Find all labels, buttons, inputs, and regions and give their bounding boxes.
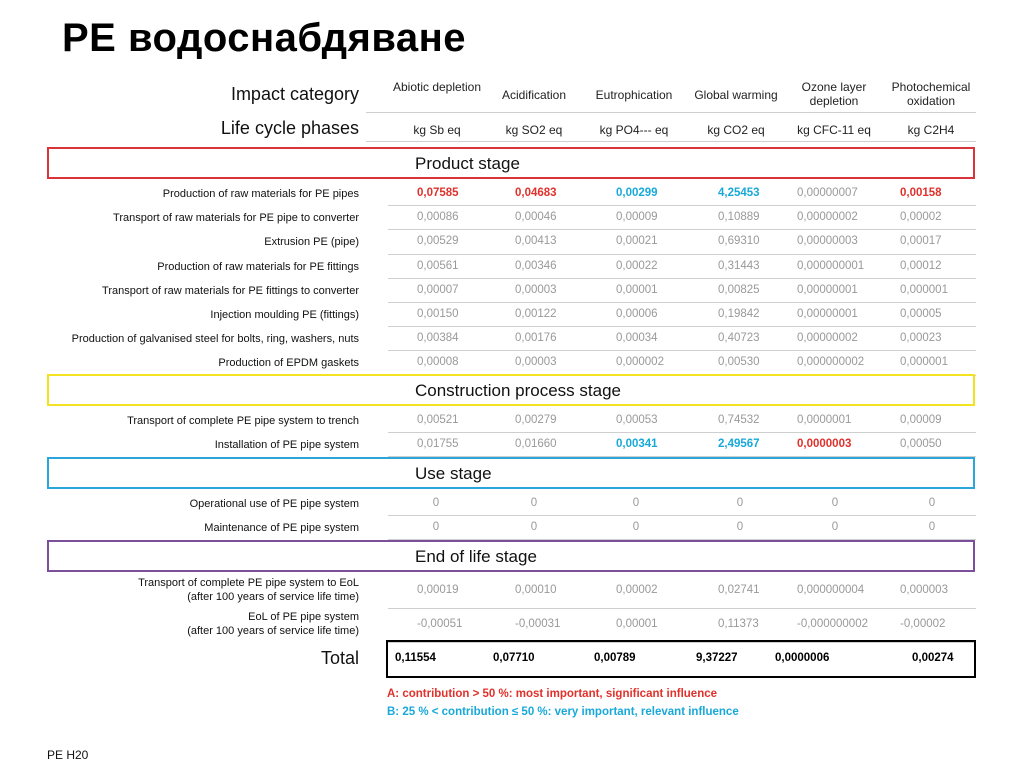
header-divider xyxy=(366,112,976,113)
table-cell: -0,00031 xyxy=(515,618,561,630)
table-cell: 0,00010 xyxy=(515,584,557,596)
table-cell: 0,000000004 xyxy=(797,584,865,596)
stage-header-box xyxy=(47,147,975,179)
table-cell: 0 xyxy=(530,497,538,509)
table-cell: 0,00001 xyxy=(616,618,658,630)
table-cell: 0,00046 xyxy=(515,211,557,224)
table-cell: 0,00000001 xyxy=(797,308,858,320)
table-cell: 0,00413 xyxy=(515,235,557,248)
row-label-line1: Transport of raw materials for PE fittings to converter xyxy=(102,284,359,297)
footer-label: PE H20 xyxy=(47,748,89,762)
table-cell: 0,00000002 xyxy=(797,332,858,345)
table-cell: 0,00279 xyxy=(515,414,557,426)
column-header: Ozone layer depletion xyxy=(801,80,867,108)
stage-label: End of life stage xyxy=(415,547,537,566)
column-unit: kg C2H4 xyxy=(907,123,955,137)
row-divider xyxy=(388,278,976,279)
table-cell: 0,04683 xyxy=(515,187,557,199)
table-cell: 0,00017 xyxy=(900,235,942,248)
impact-category-label: Impact category xyxy=(230,84,359,104)
table-cell: -0,00002 xyxy=(900,618,946,630)
row-label xyxy=(113,211,359,225)
row-label-line1: Extrusion PE (pipe) xyxy=(264,236,359,249)
total-cell: 0,0000006 xyxy=(775,652,830,664)
column-header: Abiotic depletion xyxy=(392,80,482,94)
table-cell: 0,00005 xyxy=(900,308,942,320)
table-cell: 0,00001 xyxy=(616,283,658,296)
table-cell: 0,00002 xyxy=(900,211,942,224)
row-label-line1: Production of raw materials for PE fittings xyxy=(157,260,359,273)
table-cell: 0,000000002 xyxy=(797,356,865,369)
table-cell: 0,40723 xyxy=(718,332,760,345)
column-unit: kg CO2 eq xyxy=(707,123,765,137)
table-cell: 0,00003 xyxy=(515,283,557,296)
total-cell: 9,37227 xyxy=(696,652,738,664)
table-cell: 0,000002 xyxy=(616,356,664,369)
table-cell: 0,31443 xyxy=(718,259,760,272)
table-cell: 2,49567 xyxy=(718,438,760,451)
row-label-line2: (after 100 years of service life time) xyxy=(187,591,359,603)
table-cell: 0,000001 xyxy=(900,356,948,369)
row-label xyxy=(264,235,359,249)
row-label xyxy=(72,332,359,346)
row-divider xyxy=(388,205,976,206)
table-cell: 0 xyxy=(632,497,640,509)
row-label xyxy=(218,356,359,370)
total-cell: 0,00789 xyxy=(594,652,636,664)
table-cell: 0,00122 xyxy=(515,308,557,320)
stage-header-box xyxy=(47,457,975,489)
table-cell: 0,00008 xyxy=(417,356,459,369)
table-cell: -0,000000002 xyxy=(797,618,868,630)
row-label-line1: Operational use of PE pipe system xyxy=(189,498,359,510)
table-cell: 0 xyxy=(736,497,744,509)
table-cell: 0,01660 xyxy=(515,438,557,451)
table-cell: 0,19842 xyxy=(718,308,760,320)
table-cell: 0 xyxy=(632,521,640,534)
row-label xyxy=(210,308,359,322)
table-cell: -0,00051 xyxy=(417,618,463,630)
row-label xyxy=(127,414,359,428)
table-cell: 0,00003 xyxy=(515,356,557,369)
table-cell: 0,00000001 xyxy=(797,283,858,296)
row-label-line1: Injection moulding PE (fittings) xyxy=(210,309,359,321)
table-cell: 0,10889 xyxy=(718,211,760,224)
row-label-line1: Production of EPDM gaskets xyxy=(218,357,359,370)
table-cell: 0,11373 xyxy=(718,618,759,630)
table-cell: 0,00384 xyxy=(417,332,459,345)
table-cell: 0,00009 xyxy=(616,211,658,224)
table-cell: 0,00341 xyxy=(616,438,658,451)
slide-title: PE водоснабдяване xyxy=(62,16,467,60)
row-label xyxy=(163,187,359,201)
total-cell: 0,07710 xyxy=(493,652,535,664)
table-cell: 0,07585 xyxy=(417,187,459,199)
column-unit: kg PO4--- eq xyxy=(599,123,669,137)
stage-label: Use stage xyxy=(415,464,492,483)
row-divider xyxy=(388,229,976,230)
table-cell: 0,00521 xyxy=(417,414,459,426)
table-cell: 0 xyxy=(432,497,440,509)
table-cell: 0,00529 xyxy=(417,235,459,248)
table-cell: 0,00299 xyxy=(616,187,658,199)
table-cell: 0,00158 xyxy=(900,187,942,199)
table-cell: 0,00825 xyxy=(718,283,760,296)
row-divider xyxy=(388,302,976,303)
table-cell: 0,00176 xyxy=(515,332,557,345)
table-cell: 0,01755 xyxy=(417,438,459,451)
table-cell: 0 xyxy=(432,521,440,534)
table-cell: 0 xyxy=(928,497,936,509)
table-cell: 0,00007 xyxy=(417,283,459,296)
table-cell: 0,00561 xyxy=(417,259,459,272)
table-cell: 0,00022 xyxy=(616,259,658,272)
row-label xyxy=(157,260,359,274)
table-cell: 0,00012 xyxy=(900,259,942,272)
column-unit: kg Sb eq xyxy=(413,123,461,137)
row-label-line1: Maintenance of PE pipe system xyxy=(204,522,359,535)
row-label-line1: Transport of complete PE pipe system to EoL xyxy=(138,577,359,589)
table-cell: 0,00053 xyxy=(616,414,658,426)
row-label xyxy=(190,497,359,511)
table-cell: 0,00019 xyxy=(417,584,459,596)
row-label-line1: Production of galvanised steel for bolts, ring, washers, nuts xyxy=(71,333,359,346)
table-cell: 0,00150 xyxy=(417,308,459,320)
header-divider xyxy=(366,141,976,142)
stage-header-box xyxy=(47,540,975,572)
row-divider xyxy=(388,350,976,351)
total-cell: 0,00274 xyxy=(912,652,954,664)
table-cell: 0,69310 xyxy=(718,235,760,248)
table-cell: 0,00346 xyxy=(515,259,557,272)
stage-label: Construction process stage xyxy=(415,381,621,400)
table-cell: 0,00034 xyxy=(616,332,658,345)
table-cell: 0 xyxy=(928,521,936,534)
table-cell: 0,00023 xyxy=(900,332,942,345)
row-divider xyxy=(388,326,976,327)
column-header: Acidification xyxy=(501,88,567,102)
legend-a: A: contribution > 50 %: most important, significant influence xyxy=(387,688,718,700)
table-cell: 0,000000001 xyxy=(797,259,865,272)
table-cell: 4,25453 xyxy=(718,187,760,199)
table-cell: 0,00000002 xyxy=(797,211,858,224)
table-cell: 0,000003 xyxy=(900,584,948,596)
row-label-line1: Installation of PE pipe system xyxy=(214,439,359,452)
table-cell: 0 xyxy=(831,497,839,509)
table-cell: 0,00530 xyxy=(718,356,760,369)
column-unit: kg CFC-11 eq xyxy=(797,123,871,137)
table-cell: 0,00050 xyxy=(900,438,942,451)
table-cell: 0,00021 xyxy=(616,235,658,248)
total-cell: 0,11554 xyxy=(395,652,436,664)
table-cell: 0,000001 xyxy=(900,283,948,296)
column-header: Global warming xyxy=(694,88,778,102)
row-label xyxy=(138,576,359,604)
table-cell: 0,74532 xyxy=(718,414,760,426)
table-cell: 0,02741 xyxy=(718,584,760,596)
column-header: Eutrophication xyxy=(595,88,673,102)
table-cell: 0,0000001 xyxy=(797,414,852,426)
table-cell: 0,00002 xyxy=(616,584,658,596)
row-label-line2: (after 100 years of service life time) xyxy=(187,625,359,637)
row-divider xyxy=(388,432,976,433)
life-cycle-phases-label: Life cycle phases xyxy=(220,118,359,138)
table-cell: 0,00000007 xyxy=(797,187,858,199)
table-cell: 0 xyxy=(736,521,744,534)
table-cell: 0,00009 xyxy=(900,414,942,426)
row-label xyxy=(102,284,359,298)
total-box xyxy=(386,640,976,678)
table-cell: 0 xyxy=(831,521,839,534)
table-cell: 0 xyxy=(530,521,538,534)
column-header: Photochemical oxidation xyxy=(891,80,971,108)
row-label xyxy=(215,438,359,452)
table-cell: 0,00006 xyxy=(616,308,658,320)
row-divider xyxy=(388,254,976,255)
legend-b: B: 25 % < contribution ≤ 50 %: very important, relevant influence xyxy=(387,706,739,718)
table-cell: 0,0000003 xyxy=(797,438,852,451)
row-label-line1: Production of raw materials for PE pipes xyxy=(162,188,359,200)
row-divider xyxy=(388,515,976,516)
stage-label: Product stage xyxy=(415,154,520,173)
stage-header-box xyxy=(47,374,975,406)
row-divider xyxy=(388,608,976,609)
total-label: Total xyxy=(320,648,359,668)
table-cell: 0,00000003 xyxy=(797,235,858,248)
row-label xyxy=(187,610,359,638)
row-label-line1: EoL of PE pipe system xyxy=(248,611,359,623)
row-label xyxy=(204,521,359,535)
row-label-line1: Transport of complete PE pipe system to trench xyxy=(127,415,359,427)
table-cell: 0,00086 xyxy=(417,211,459,224)
row-label-line1: Transport of raw materials for PE pipe to converter xyxy=(113,212,359,225)
column-unit: kg SO2 eq xyxy=(505,123,563,137)
